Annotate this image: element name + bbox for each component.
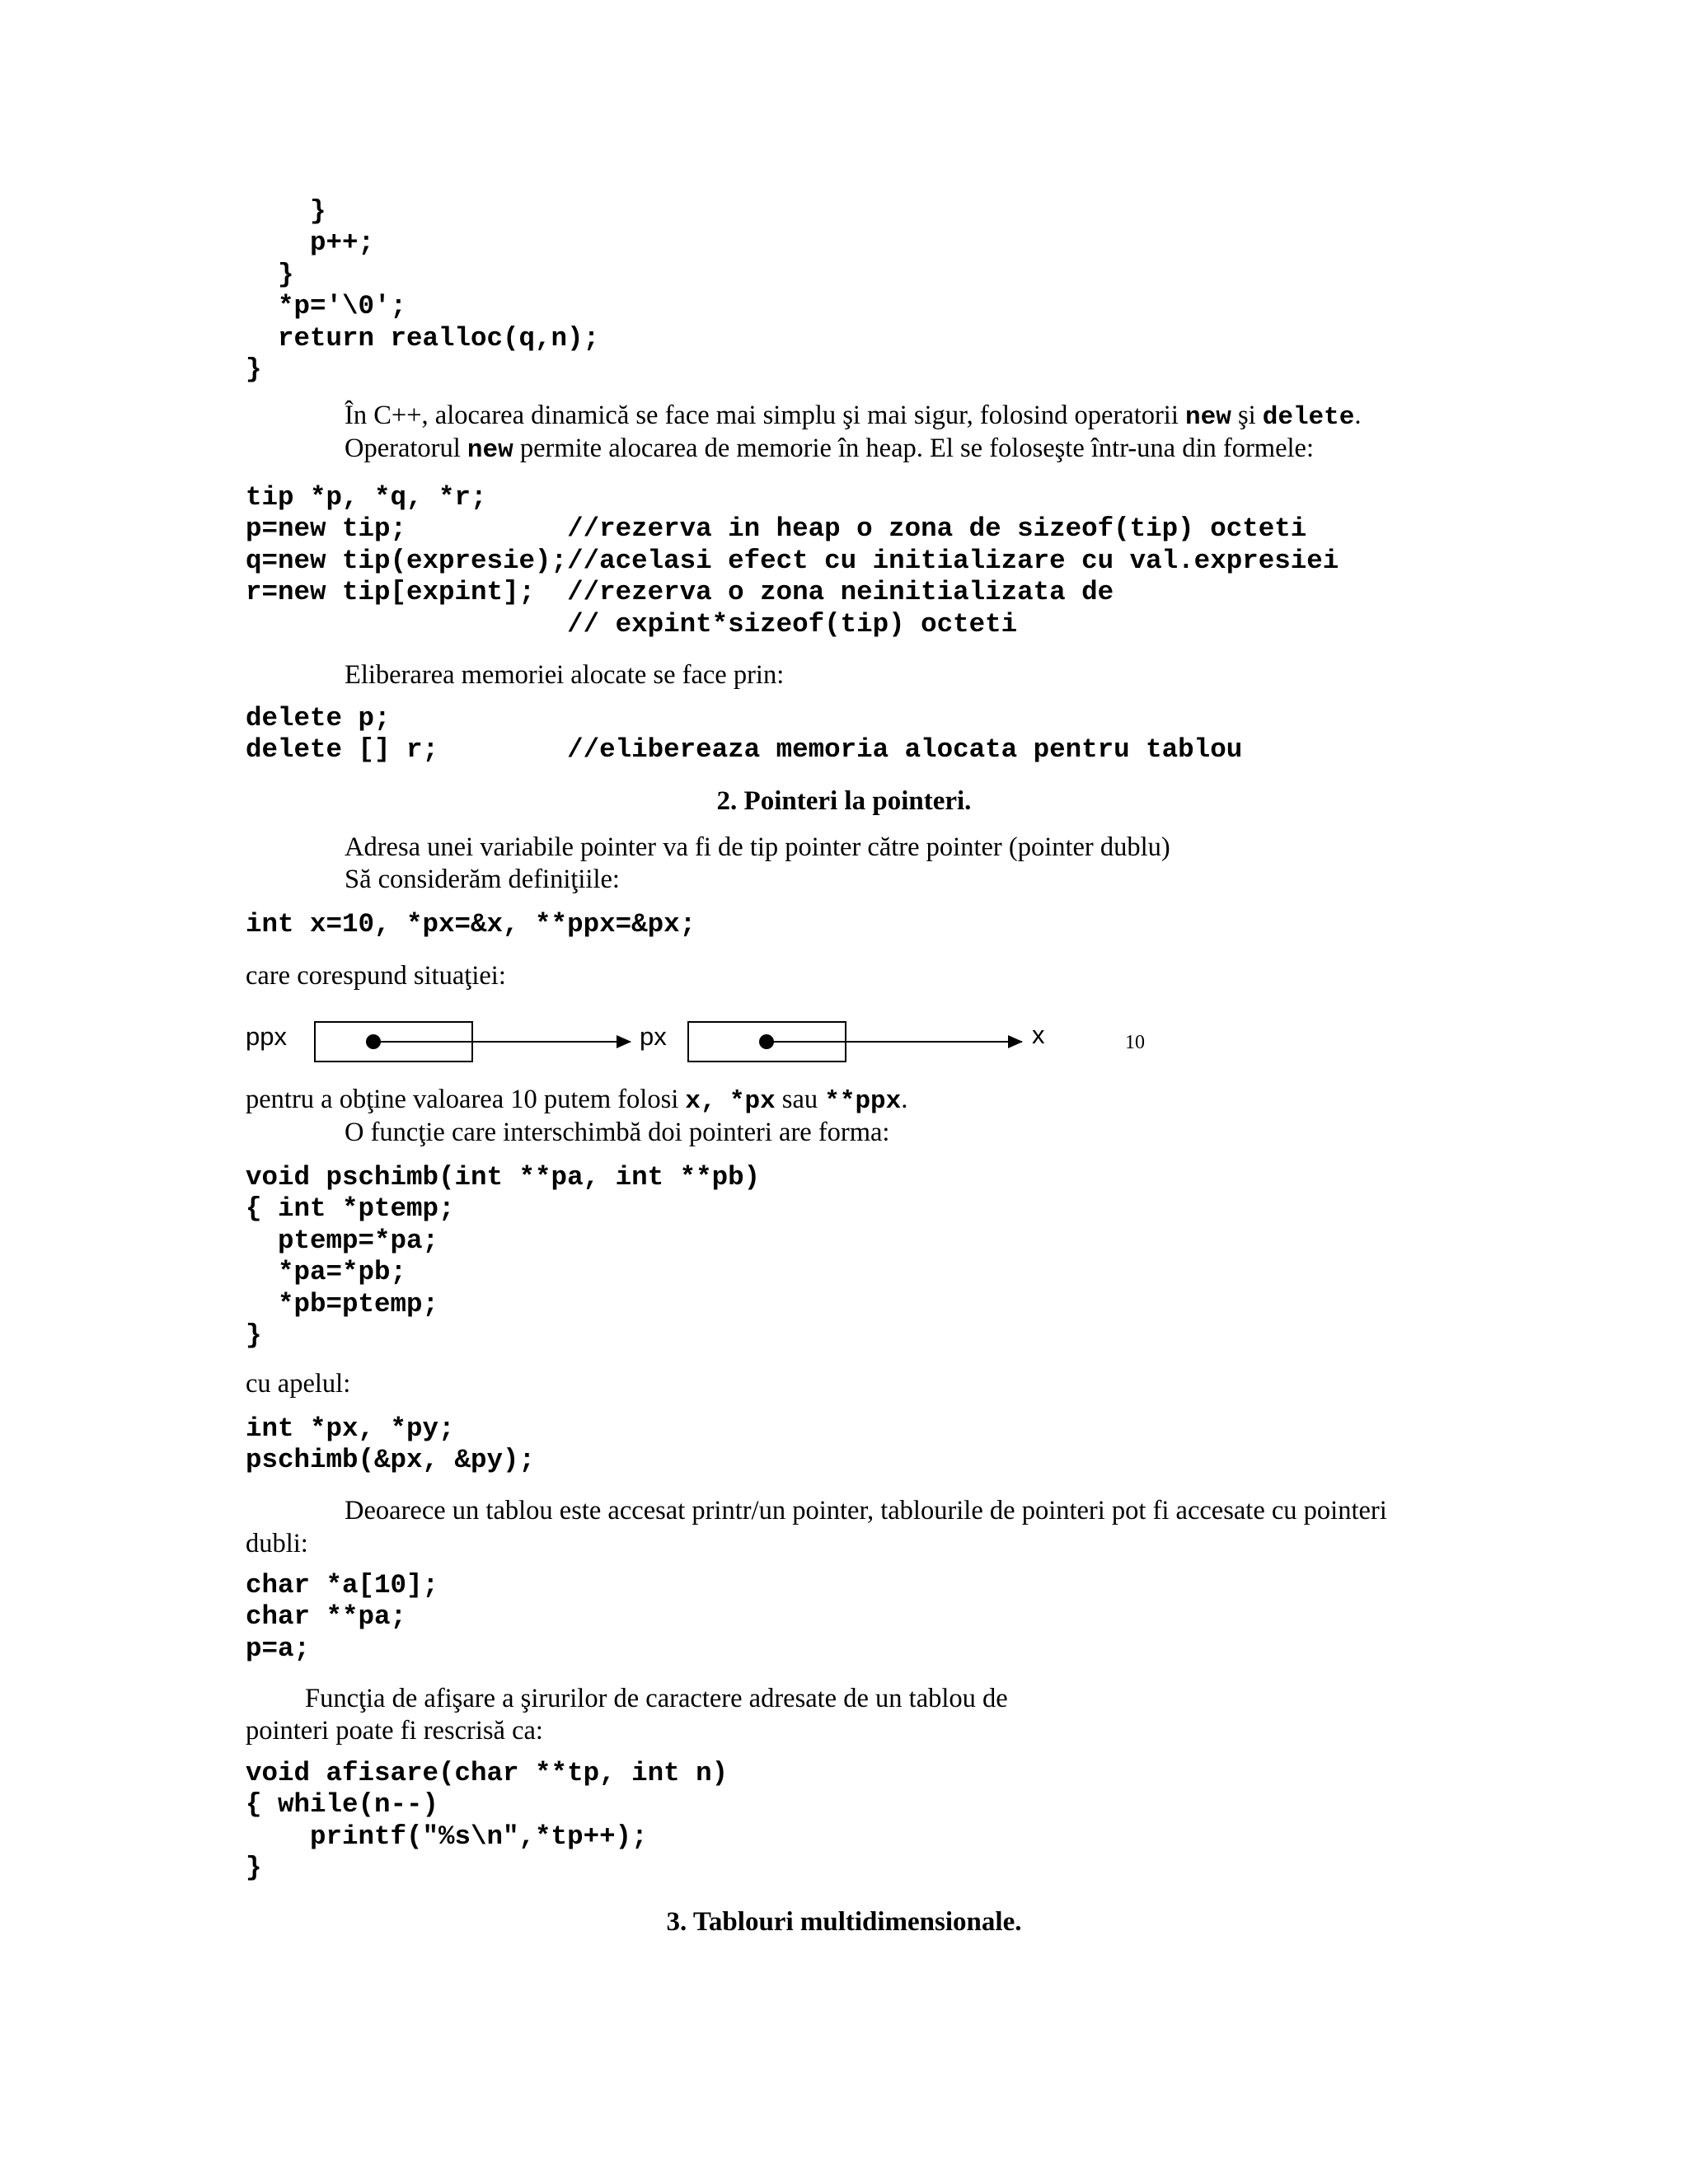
code-line: } [246,1853,262,1884]
paragraph-afisare-line2: pointeri poate fi rescrisă ca: [246,1716,543,1746]
paragraph-eliberare: Eliberarea memoriei alocate se face prin: [345,660,785,690]
px-arrowhead [1008,1035,1023,1048]
code-line: p=a; [246,1633,311,1664]
code-line: r=new tip[expint]; //rezerva o zona neinitializata de [246,577,1114,608]
paragraph-situatie: care corespund situaţiei: [246,961,506,991]
code-line: printf("%s\n",*tp++); [246,1821,648,1852]
code-line: pschimb(&px, &py); [246,1445,536,1476]
code-line: int *px, *py; [246,1413,455,1444]
code-line: q=new tip(expresie);//acelasi efect cu initializare cu val.expresiei [246,545,1339,576]
paragraph-valoarea-10: pentru a obţine valoarea 10 putem folosi x, *px sau **ppx. [246,1085,908,1116]
diagram-label-px: px [640,1022,667,1051]
code-line: void afisare(char **tp, int n) [246,1758,729,1788]
paragraph-functie-interschimba: O funcţie care interschimbă doi pointeri are forma: [345,1118,890,1147]
diagram-label-ppx: ppx [246,1022,287,1051]
code-line: tip *p, *q, *r; [246,482,487,513]
code-block-char-array [246,1570,438,1665]
code-line: delete p; [246,703,391,733]
code-line: char **pa; [246,1601,407,1633]
ppx-arrowhead [617,1035,631,1048]
diagram-value-10: 10 [1125,1032,1145,1053]
code-line: p++; [246,227,375,259]
code-line: return realloc(q,n); [246,322,600,354]
paragraph-cu-apelul: cu apelul: [246,1369,351,1399]
code-block-pschimb [246,1162,760,1352]
diagram-label-x: x [1032,1020,1045,1049]
paragraph-tablou-pointer-line1: Deoarece un tablou este accesat printr/un pointer, tablourile de pointeri pot fi accesate cu pointeri [345,1496,1387,1526]
code-line: ptemp=*pa; [246,1225,439,1256]
code-line: // expint*sizeof(tip) octeti [246,608,1018,640]
code-line: } [246,196,326,227]
code-line: *pb=ptemp; [246,1288,439,1319]
code-line: delete [] r; //elibereaza memoria alocata pentru tablou [246,734,1243,766]
code-line: } [246,1320,262,1352]
code-line: } [246,259,294,290]
code-line: *pa=*pb; [246,1257,407,1288]
code-line: { int *ptemp; [246,1193,455,1225]
paragraph-pointer-dublu: Adresa unei variabile pointer va fi de tip pointer către pointer (pointer dublu) [345,832,1170,862]
code-line: int x=10, *px=&x, **ppx=&px; [246,909,696,940]
code-line: } [246,354,262,386]
code-line: char *a[10]; [246,1570,439,1601]
code-block-apel [246,1413,535,1477]
code-line: p=new tip; //rezerva in heap o zona de sizeof(tip) octeti [246,513,1307,545]
paragraph-tablou-pointer-line2: dubli: [246,1529,308,1558]
paragraph-new-delete-line1: În C++, alocarea dinamică se face mai simplu şi mai sigur, folosind operatorii new şi delete. [345,401,1362,432]
paragraph-afisare-line1: Funcţia de afişare a şirurilor de caractere adresate de un tablou de [305,1684,1008,1713]
code-line: *p='\0'; [246,291,407,322]
code-line: void pschimb(int **pa, int **pb) [246,1162,761,1193]
code-line: { while(n--) [246,1789,439,1821]
paragraph-definitii: Să considerăm definiţiile: [345,865,620,894]
code-block-afisare [246,1758,728,1885]
paragraph-new-delete-line2: Operatorul new permite alocarea de memorie în heap. El se foloseşte într-una din formele: [345,434,1314,465]
section-heading-pointeri-la-pointeri: 2. Pointeri la pointeri. [716,786,972,816]
section-heading-tablouri-multidimensionale: 3. Tablouri multidimensionale. [666,1907,1022,1937]
